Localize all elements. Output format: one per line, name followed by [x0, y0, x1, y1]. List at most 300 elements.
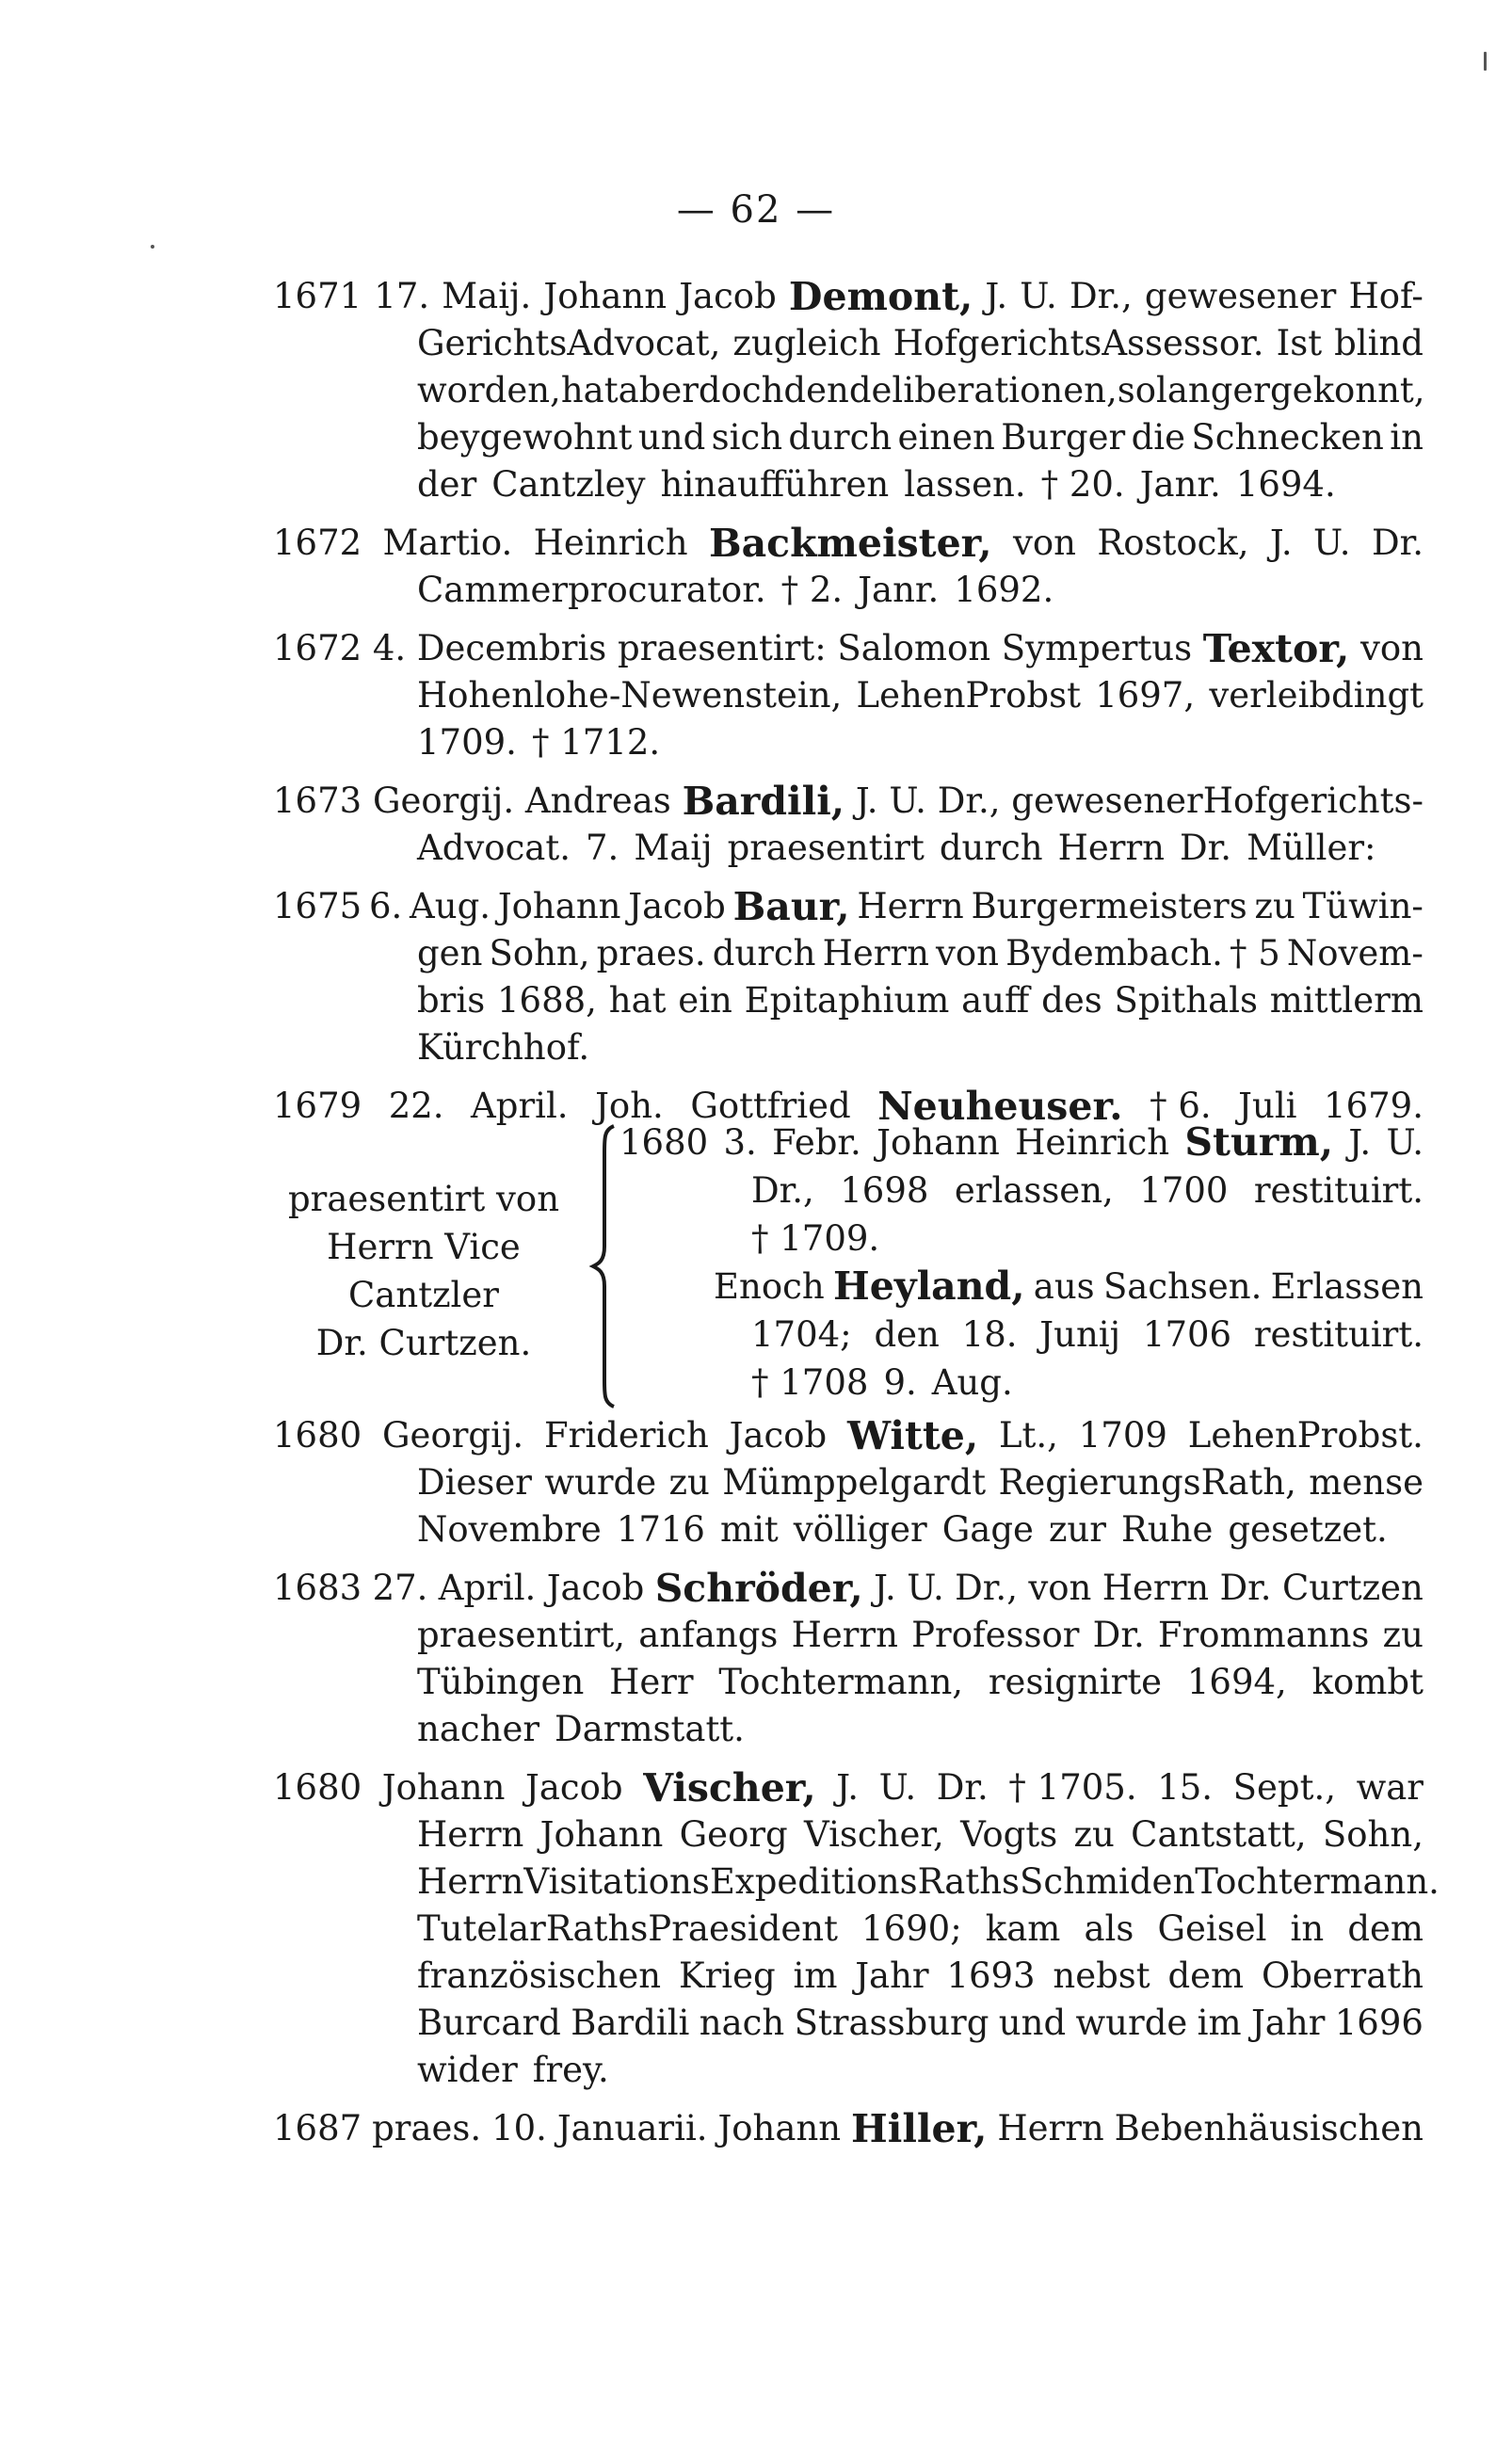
register-entry — [273, 1565, 1424, 1753]
word: Dr. — [1371, 523, 1424, 563]
word: wurde — [544, 1462, 657, 1503]
word: so — [1117, 370, 1156, 410]
word: 15. — [1157, 1767, 1214, 1808]
word: Dr. — [1219, 1568, 1272, 1608]
word: durch — [939, 828, 1043, 868]
word: Oberrath — [1261, 1955, 1424, 1996]
word: 4. — [372, 628, 407, 668]
word: Heinrich — [533, 523, 688, 563]
word: J. — [985, 276, 1008, 316]
word: Cammerprocurator. — [417, 570, 766, 610]
person-name: Sturm, — [1184, 1119, 1334, 1165]
entry-first-line — [273, 1565, 1424, 1612]
word: nach — [699, 2003, 785, 2043]
word: Müller: — [1247, 828, 1376, 868]
word: † 6. — [1150, 1086, 1212, 1126]
entry-continuation-line — [273, 1506, 1424, 1553]
word: VisitationsExpeditionsRaths — [523, 1861, 1021, 1902]
word: einen — [897, 417, 995, 458]
entry-continuation-line — [273, 2047, 1424, 2094]
word: Jacob — [525, 1767, 623, 1808]
entry-continuation-line — [273, 1024, 1424, 1071]
word: U. — [1386, 1122, 1424, 1163]
word: Ist — [1276, 323, 1323, 363]
word: worden, — [417, 370, 561, 410]
word: Dr. — [1092, 1615, 1145, 1655]
word: Herrn — [1057, 828, 1166, 868]
word: Curtzen — [1281, 1568, 1424, 1608]
entry-first-line — [273, 273, 1424, 320]
entry-continuation-line — [273, 1459, 1424, 1506]
word: Strassburg — [794, 2003, 989, 2043]
word: Dr., — [751, 1170, 814, 1211]
word: französischen — [417, 1955, 662, 1996]
word: Bydembach. — [1005, 933, 1223, 974]
word: 1716 — [616, 1509, 705, 1550]
word: wider — [417, 2050, 518, 2090]
word: 1704; — [751, 1314, 852, 1355]
word: 1679 — [273, 1086, 362, 1126]
word: Dr. — [1180, 828, 1232, 868]
entry-continuation-line — [273, 1612, 1424, 1659]
word: 1680 — [273, 1415, 362, 1456]
word: HofgerichtsAssessor. — [893, 323, 1264, 363]
word: Georgij. — [381, 1415, 524, 1456]
entry-continuation-line — [273, 672, 1424, 719]
word: 1700 — [1139, 1170, 1229, 1211]
word: 1683 — [273, 1568, 362, 1608]
word: 1698 — [840, 1170, 929, 1211]
entry-first-line — [273, 1764, 1424, 1811]
word: Andreas — [524, 780, 671, 821]
person-name: Textor, — [1202, 626, 1350, 671]
word: Kürchhof. — [417, 1027, 590, 1068]
edge-mark — [1484, 52, 1487, 71]
person-name: Vischer, — [643, 1765, 816, 1810]
word: † 1705. — [1008, 1767, 1137, 1808]
word: Geisel — [1157, 1908, 1267, 1949]
word: mittlerm — [1269, 980, 1424, 1021]
word: der — [417, 464, 477, 505]
word: zu — [668, 1462, 710, 1503]
word: anfangs — [638, 1615, 779, 1655]
word: von — [1359, 628, 1424, 668]
entry-continuation-line — [273, 1659, 1424, 1706]
word: aber — [618, 370, 699, 410]
word: Dr., — [1069, 276, 1133, 316]
word: ein — [678, 980, 732, 1021]
register-entry — [273, 273, 1424, 508]
word: Epitaphium — [744, 980, 950, 1021]
word: deliberationen, — [848, 370, 1118, 410]
curly-brace — [586, 1124, 623, 1408]
word: J. — [836, 1767, 860, 1808]
side-note-line: praesentirt von — [287, 1179, 560, 1219]
register-entry — [273, 2105, 1424, 2152]
word: 1688, — [497, 980, 597, 1021]
word: 27. — [372, 1568, 428, 1608]
word: Joh. — [595, 1086, 664, 1126]
word: Herrn — [1102, 1568, 1210, 1608]
word: Herr — [609, 1662, 694, 1702]
word: Friderich — [543, 1415, 709, 1456]
word: Sohn, — [1322, 1814, 1424, 1855]
word: Herrn — [417, 1814, 524, 1855]
word: 1709 — [1078, 1415, 1167, 1456]
word: Advocat. — [417, 828, 571, 868]
word: den — [874, 1314, 940, 1355]
word: Janr. — [858, 570, 940, 610]
register-entry — [273, 1764, 1440, 2094]
word: Johann — [497, 886, 621, 926]
word: des — [1041, 980, 1102, 1021]
word: 1694. — [1235, 464, 1336, 505]
word: LehenProbst. — [1187, 1415, 1424, 1456]
word: Maij. — [442, 276, 532, 316]
word: LehenProbst — [856, 675, 1081, 716]
word: Dieser — [417, 1462, 532, 1503]
entry-continuation-line — [273, 930, 1424, 977]
word: 1687 — [273, 2108, 362, 2148]
word: Cantzley — [491, 464, 646, 505]
side-entry-line — [619, 1359, 1424, 1407]
word: Tochtermann, — [718, 1662, 964, 1702]
word: in — [1390, 417, 1424, 458]
word: Ruhe — [1120, 1509, 1214, 1550]
word: von — [1012, 523, 1076, 563]
word: zu — [1073, 1814, 1115, 1855]
register-entry — [273, 1412, 1424, 1553]
word: 18. — [961, 1314, 1018, 1355]
word: praesentirt, — [417, 1615, 626, 1655]
word: auff — [961, 980, 1030, 1021]
word: U. — [889, 780, 926, 821]
word: 10. — [491, 2108, 547, 2148]
word: Vogts — [960, 1814, 1058, 1855]
word: blind — [1334, 323, 1424, 363]
word: Tüwin- — [1302, 886, 1424, 926]
word: Febr. — [772, 1122, 861, 1163]
entry-continuation-line — [273, 320, 1424, 367]
word: U. — [1313, 523, 1351, 563]
word: Burger — [1001, 417, 1126, 458]
side-note-line: Dr. Curtzen. — [315, 1323, 532, 1363]
word: Bardili — [571, 2003, 690, 2043]
word: 1692. — [954, 570, 1054, 610]
word: Schmiden — [1020, 1861, 1196, 1902]
word: und — [998, 2003, 1067, 2043]
word: er — [1232, 370, 1270, 410]
word: dem — [1347, 1908, 1424, 1949]
word: Bebenhäusischen — [1114, 2108, 1424, 2148]
word: April. — [471, 1086, 569, 1126]
word: April. — [438, 1568, 537, 1608]
register-entry — [273, 883, 1424, 1071]
word: Schnecken — [1191, 417, 1384, 458]
word: 1693 — [946, 1955, 1036, 1996]
word: durch — [712, 933, 816, 974]
word: Johann — [717, 2108, 842, 2148]
person-name: Hiller, — [851, 2106, 988, 2151]
word: zu — [1254, 886, 1295, 926]
word: 1672 — [273, 628, 362, 668]
word: GerichtsAdvocat, — [417, 323, 721, 363]
word: 1673 — [273, 780, 362, 821]
word: U. — [907, 1568, 944, 1608]
word: doch — [698, 370, 784, 410]
word: Darmstatt. — [555, 1709, 745, 1749]
word: im — [1197, 2003, 1242, 2043]
word: dem — [1167, 1955, 1245, 1996]
side-entry-line — [619, 1167, 1424, 1215]
word: RegierungsRath, — [998, 1462, 1296, 1503]
word: gesetzet. — [1228, 1509, 1388, 1550]
word: Mümppelgardt — [722, 1462, 987, 1503]
word: 1672 — [273, 523, 362, 563]
word: lang — [1155, 370, 1233, 410]
register-entry — [273, 625, 1424, 766]
word: restituirt. — [1253, 1170, 1424, 1211]
word: von — [936, 933, 1000, 974]
side-entry-line — [619, 1118, 1424, 1167]
word: und — [637, 417, 706, 458]
word: Herrn — [822, 933, 929, 974]
word: durch — [788, 417, 893, 458]
word: die — [1131, 417, 1185, 458]
word: Georg — [679, 1814, 788, 1855]
word: Sohn, — [489, 933, 590, 974]
side-entry-line — [619, 1215, 1424, 1263]
word: gekonnt, — [1270, 370, 1425, 410]
entry-continuation-line — [273, 567, 1424, 614]
word: hat — [608, 980, 667, 1021]
word: 1696 — [1334, 2003, 1424, 2043]
word: Heinrich — [1015, 1122, 1170, 1163]
entry-continuation-line — [273, 1811, 1424, 1859]
word: † 20. — [1040, 464, 1125, 505]
word: aus — [1033, 1266, 1095, 1307]
word: Decembris — [416, 628, 607, 668]
word: Dr., — [937, 780, 1001, 821]
word: Herrn — [997, 2108, 1104, 2148]
entry-first-line — [273, 625, 1424, 672]
word: † 2. — [780, 570, 844, 610]
word: zugleich — [732, 323, 881, 363]
word: zu — [1382, 1615, 1424, 1655]
entry-continuation-line — [273, 414, 1424, 461]
word: Jacob — [679, 276, 777, 316]
word: 7. — [586, 828, 619, 868]
person-name: Backmeister, — [708, 521, 992, 566]
person-name: Bardili, — [682, 779, 845, 824]
word: 1694, — [1186, 1662, 1287, 1702]
word: Frommanns — [1157, 1615, 1370, 1655]
word: Spithals — [1114, 980, 1258, 1021]
entry-first-line — [273, 2105, 1424, 2152]
word: 1675 — [273, 886, 362, 926]
word: hinaufführen — [660, 464, 890, 505]
entry-continuation-line — [273, 1706, 1424, 1753]
word: Cantstatt, — [1131, 1814, 1307, 1855]
word: U. — [878, 1767, 917, 1808]
word: gen — [417, 933, 483, 974]
word: † 5 — [1229, 933, 1280, 974]
person-name: Demont, — [788, 274, 973, 319]
word: in — [1290, 1908, 1325, 1949]
word: Junij — [1039, 1314, 1121, 1355]
word: J. — [874, 1568, 896, 1608]
entry-continuation-line — [273, 977, 1424, 1024]
word: war — [1356, 1767, 1424, 1808]
word: 1671 — [273, 276, 362, 316]
word: Jacob — [628, 886, 726, 926]
word: restituirt. — [1253, 1314, 1424, 1355]
word: Hof- — [1348, 276, 1424, 316]
side-note-line: Cantzler — [348, 1275, 499, 1315]
word: Krieg — [678, 1955, 776, 1996]
side-note-line: Herrn Vice — [327, 1227, 521, 1267]
word: Vischer, — [804, 1814, 944, 1855]
entry-continuation-line — [273, 825, 1424, 872]
word: Maij — [634, 828, 713, 868]
word: beygewohnt — [417, 417, 633, 458]
word: Jahr — [855, 1955, 929, 1996]
word: nebst — [1053, 1955, 1150, 1996]
word: 1680 — [273, 1767, 362, 1808]
word: Martio. — [382, 523, 513, 563]
word: TutelarRathsPraesident — [417, 1908, 838, 1949]
word: praes. — [596, 933, 706, 974]
word: 1679. — [1324, 1086, 1424, 1126]
word: praesentirt — [727, 828, 925, 868]
word: Jahr — [1250, 2003, 1326, 2043]
register-entry — [273, 778, 1424, 872]
entry-continuation-line — [273, 1906, 1424, 1953]
word: Dr. — [936, 1767, 989, 1808]
person-name: Witte, — [847, 1413, 979, 1458]
word: Hohenlohe-Newenstein, — [417, 675, 843, 716]
word: † 1708 — [751, 1362, 869, 1403]
person-name: Neuheuser. — [877, 1084, 1123, 1129]
word: von — [1028, 1568, 1092, 1608]
entry-continuation-line — [273, 461, 1424, 508]
word: 1706 — [1142, 1314, 1232, 1355]
word: Enoch — [714, 1266, 825, 1307]
word: † 1709. — [751, 1218, 880, 1259]
entry-first-line — [273, 1412, 1424, 1459]
word: bris — [417, 980, 486, 1021]
page-number: — 62 — — [676, 188, 836, 232]
word: Sachsen. — [1102, 1266, 1263, 1307]
word: sich — [711, 417, 783, 458]
word: Sympertus — [1001, 628, 1193, 668]
word: Lt., — [998, 1415, 1058, 1456]
word: kombt — [1311, 1662, 1424, 1702]
word: Johann — [381, 1767, 506, 1808]
word: Novembre — [417, 1509, 602, 1550]
word: mit — [719, 1509, 779, 1550]
word: Johann — [543, 276, 668, 316]
word: Jacob — [729, 1415, 828, 1456]
word: J. — [1348, 1122, 1372, 1163]
word: als — [1084, 1908, 1134, 1949]
word: 22. — [388, 1086, 444, 1126]
side-group — [282, 1118, 1424, 1410]
side-entry-line — [619, 1263, 1424, 1311]
word: 17. — [374, 276, 430, 316]
word: resignirte — [988, 1662, 1163, 1702]
person-name: Baur, — [732, 884, 850, 929]
word: 9. — [883, 1362, 917, 1403]
word: Georgij. — [372, 780, 515, 821]
word: mense — [1309, 1462, 1424, 1503]
word: 3. — [723, 1122, 757, 1163]
person-name: Schröder, — [654, 1566, 863, 1611]
word: U. — [1020, 276, 1057, 316]
word: praesentirt: — [617, 628, 827, 668]
word: nacher — [417, 1709, 540, 1749]
word: gewesener — [1144, 276, 1337, 316]
entry-continuation-line — [273, 1953, 1424, 2000]
word: den — [783, 370, 849, 410]
word: Janr. — [1139, 464, 1221, 505]
word: 1709. — [417, 722, 517, 763]
entry-first-line — [273, 778, 1424, 825]
entry-continuation-line — [273, 2000, 1424, 2047]
word: Aug. — [931, 1362, 1013, 1403]
entry-continuation-line — [273, 367, 1424, 414]
word: 1697, — [1095, 675, 1196, 716]
word: J. — [855, 780, 878, 821]
word: praes. — [372, 2108, 482, 2148]
word: Gottfried — [690, 1086, 851, 1126]
word: Herrn — [417, 1861, 524, 1902]
word: Herrn — [857, 886, 964, 926]
entry-first-line — [273, 520, 1424, 567]
word: Professor — [911, 1615, 1080, 1655]
word: Januarii. — [556, 2108, 708, 2148]
side-note — [282, 1175, 565, 1367]
word: frey. — [532, 2050, 609, 2090]
word: 1690; — [861, 1908, 962, 1949]
word: Johann — [877, 1122, 1000, 1163]
person-name: Heyland, — [832, 1263, 1025, 1309]
word: Salomon — [837, 628, 991, 668]
word: hat — [560, 370, 619, 410]
word: 1680 — [619, 1122, 709, 1163]
word: Novem- — [1286, 933, 1424, 974]
word: Herrn — [791, 1615, 898, 1655]
word: kam — [985, 1908, 1061, 1949]
entry-first-line — [273, 883, 1424, 930]
word: zur — [1048, 1509, 1106, 1550]
side-entries — [619, 1118, 1424, 1407]
word: Gage — [941, 1509, 1034, 1550]
word: erlassen, — [954, 1170, 1114, 1211]
speck — [151, 245, 154, 249]
register-entry — [273, 520, 1424, 614]
word: Aug. — [410, 886, 491, 926]
word: J. — [1269, 523, 1293, 563]
word: lassen. — [904, 464, 1026, 505]
word: Sept., — [1232, 1767, 1336, 1808]
word: gewesenerHofgerichts- — [1011, 780, 1424, 821]
word: im — [793, 1955, 838, 1996]
word: Burcard — [417, 2003, 561, 2043]
word: Tochtermann. — [1195, 1861, 1440, 1902]
word: Burgermeisters — [971, 886, 1247, 926]
word: Rostock, — [1097, 523, 1249, 563]
